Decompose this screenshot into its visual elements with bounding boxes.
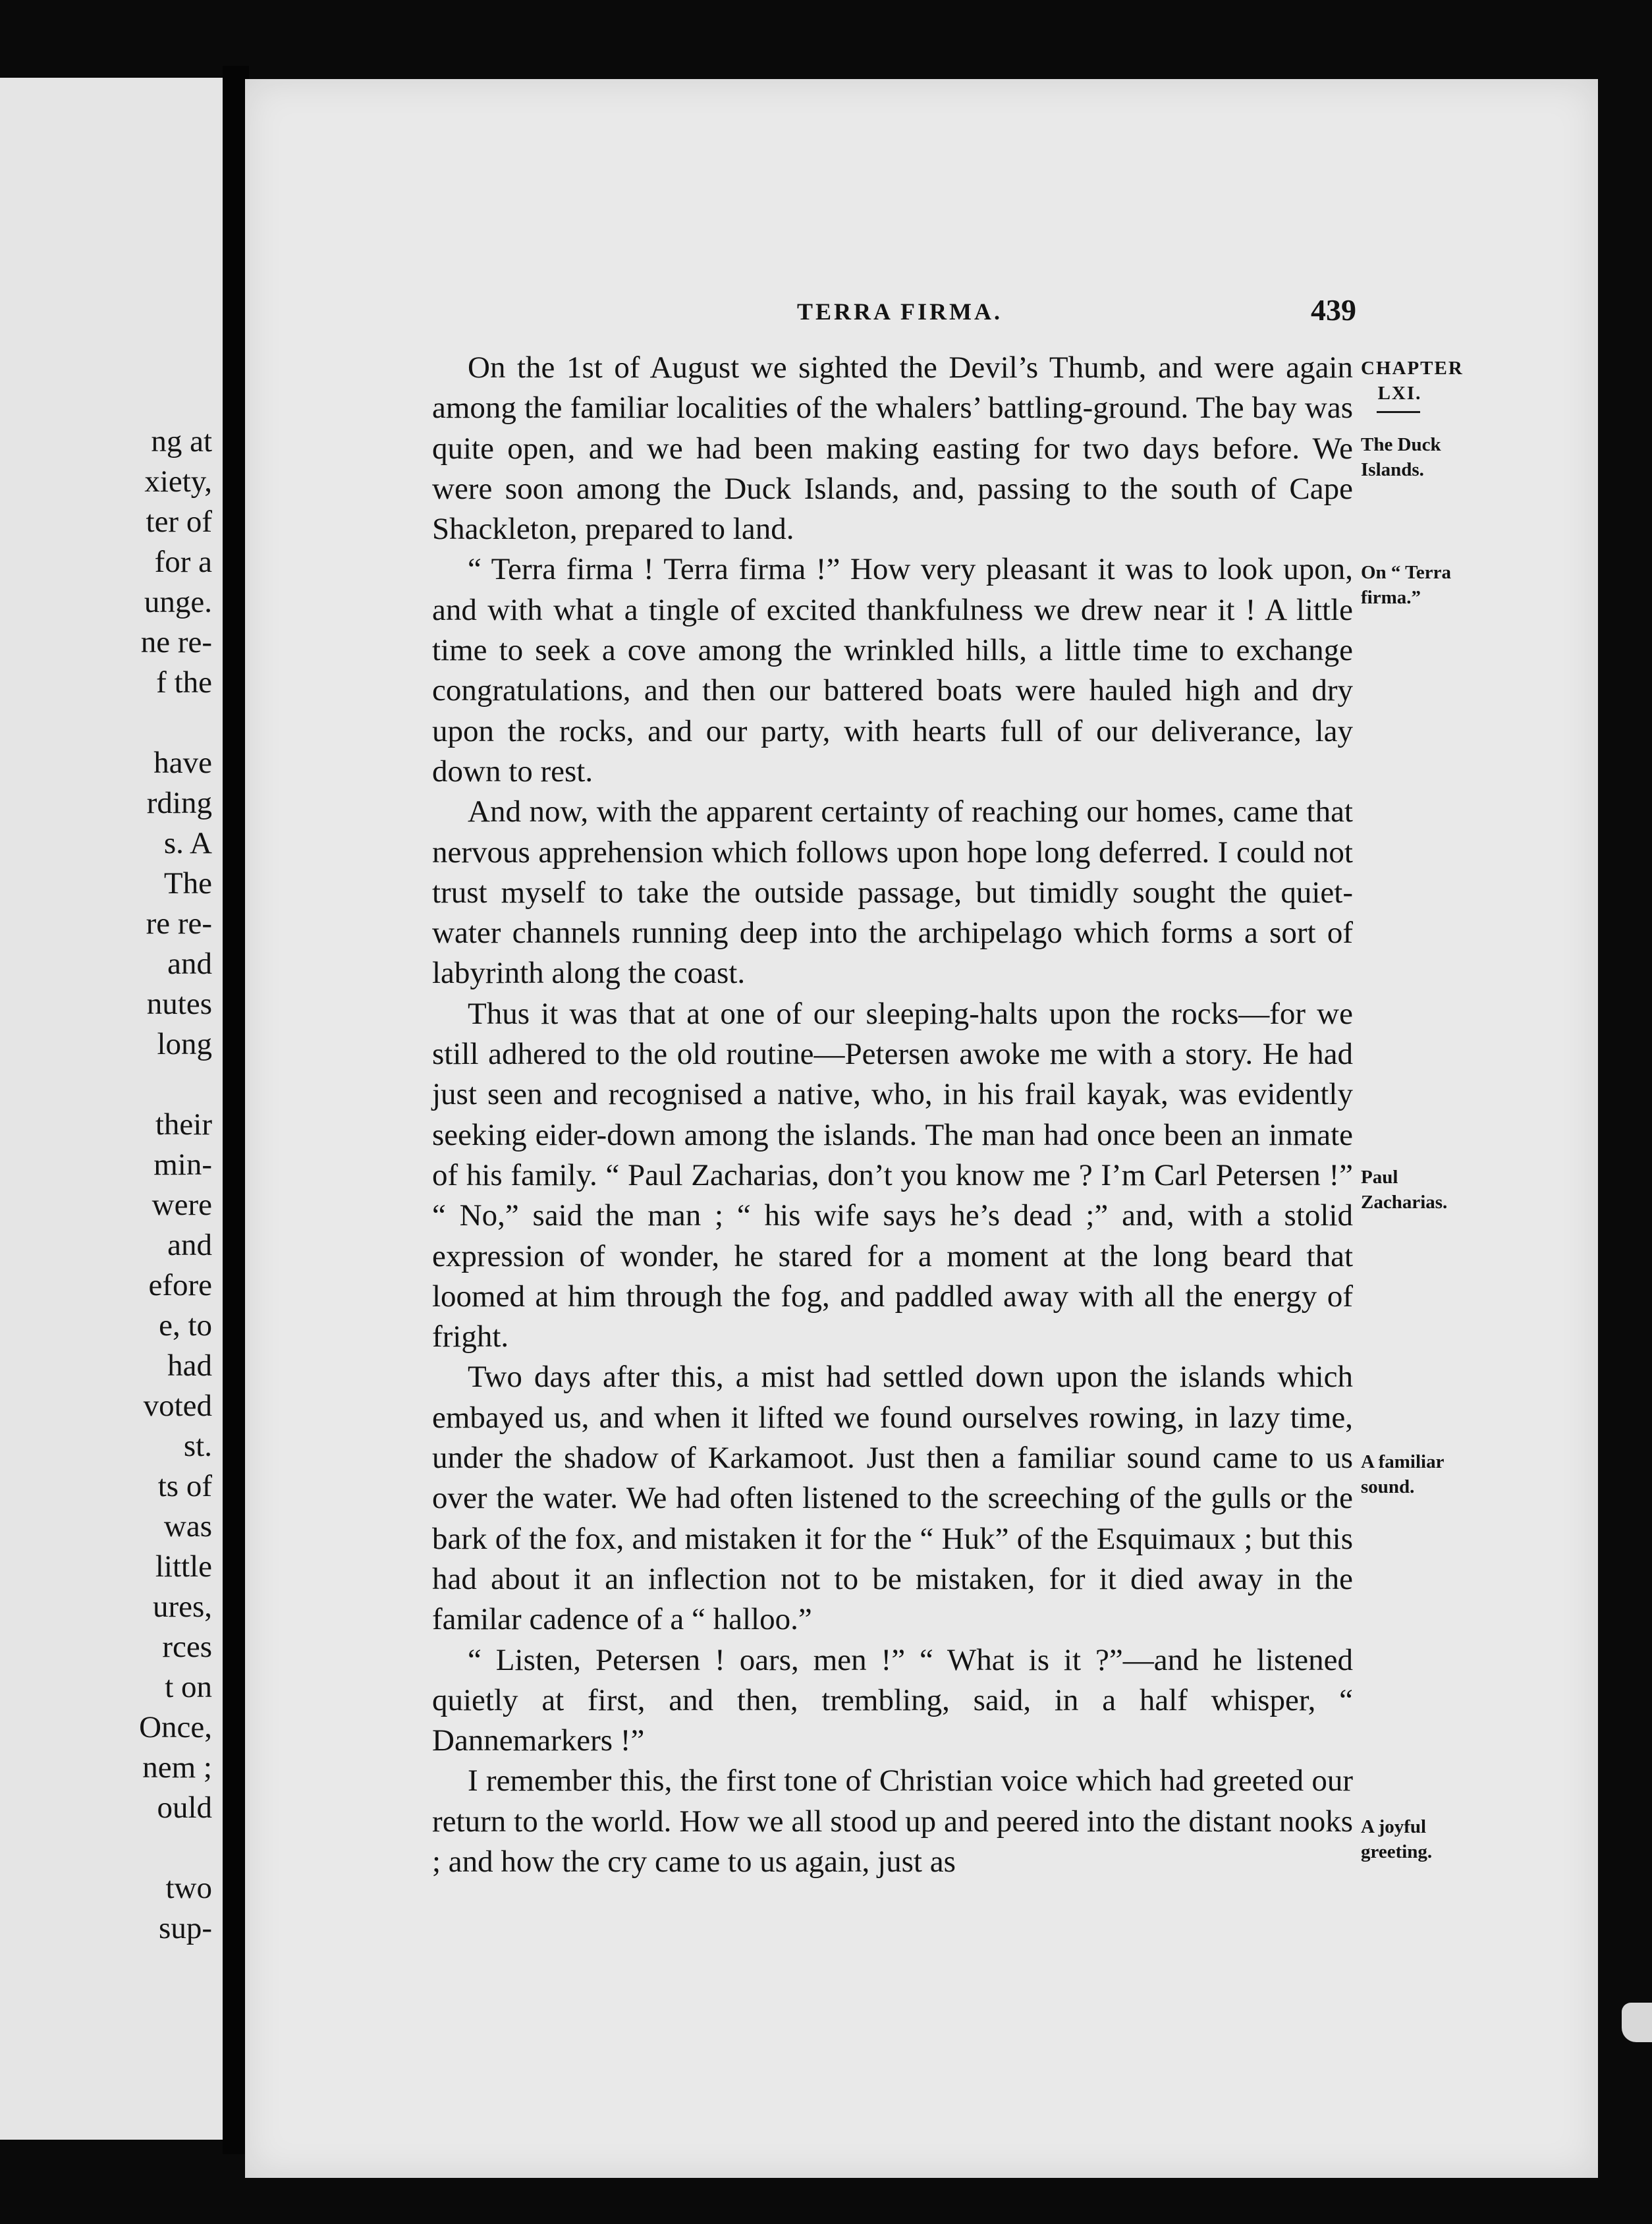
paragraph: “ Listen, Petersen ! oars, men !” “ What is it ?”—and he listened quietly at first, and then, trembling, said, in a half whisper, “ Dannemarkers !”: [432, 1642, 1353, 1758]
left-page-line: were: [151, 1188, 212, 1222]
left-page-line: Once,: [139, 1710, 212, 1744]
margin-note-duck-islands: [1361, 432, 1441, 482]
paragraph: Thus it was that at one of our sleeping-halts upon the rocks—for we still adhered to the old routine—Petersen awoke me with a story. He had just seen and recognised a native, who, in his frail kayak, was evidently seeking eider-down among the islands. The man had once been an inmate of his family. “ Paul Zacharias, don’t you know me ? I’m Carl Petersen !” “ No,” said the man ; “ his wife says he’s dead ;” and, with a stolid expression of wonder, he stared for a moment at the long beard that loomed at him through the fog, and paddled away with all the energy of fright.: [432, 996, 1353, 1354]
left-page-line: little: [155, 1549, 212, 1584]
scan-edge-blemish: [1622, 2003, 1652, 2042]
left-page-line: xiety,: [144, 464, 212, 499]
left-page-line: re re-: [146, 906, 212, 941]
margin-note-line: A familiar: [1361, 1451, 1445, 1472]
margin-note-terra-firma: [1361, 560, 1451, 610]
paragraph: And now, with the apparent certainty of reaching our homes, came that nervous apprehension which follows upon hope long deferred. I could not trust myself to take the outside passage, but timidly sought the quiet-water channels running deep into the archipelago which forms a sort of labyrinth along the coast.: [432, 794, 1353, 991]
chapter-heading-note: [1361, 356, 1464, 413]
left-page-line: s. A: [163, 826, 212, 860]
left-page-line: nem ;: [142, 1750, 212, 1785]
margin-note-line: The Duck: [1361, 434, 1441, 455]
margin-note-line: Paul: [1361, 1167, 1398, 1188]
left-page-line: rding: [146, 786, 212, 820]
margin-note-line: A joyful: [1361, 1816, 1427, 1837]
paragraph: “ Terra firma ! Terra firma !” How very pleasant it was to look upon, and with what a tingle of excited thankfulness we drew near it ! A little time to seek a cove among the wrinkled hills, a little time to exchange congratulations, and then our battered boats were hauled high and dry upon the rocks, and our party, with hearts full of our deliverance, lay down to rest.: [432, 552, 1353, 789]
left-page-line: ng at: [151, 424, 212, 459]
left-page-line: t on: [165, 1670, 212, 1704]
left-page-line: ould: [157, 1791, 212, 1825]
left-page-line: The: [163, 866, 212, 901]
chapter-word: CHAPTER: [1361, 358, 1464, 379]
left-page-line: was: [163, 1509, 212, 1543]
left-page-line: e, to: [159, 1308, 212, 1343]
paragraph: On the 1st of August we sighted the Devil’s Thumb, and were again among the familiar localities of the whalers’ battling-ground. The bay was quite open, and we had been making easting for two days before. We were soon among the Duck Islands, and, passing to the south of Cape Shackleton, prepared to land.: [432, 350, 1353, 547]
margin-note-line: Islands.: [1361, 459, 1424, 480]
left-page-line: efore: [148, 1268, 212, 1302]
left-page-line: unge.: [144, 585, 212, 619]
paragraph: Two days after this, a mist had settled down upon the islands which embayed us, and when it lifted we found ourselves rowing, in lazy time, under the shadow of Karkamoot. Just then a familiar sound came to us over the water. We had often listened to the screeching of the gulls or the bark of the fox, and mistaken it for the “ Huk” of the Esquimaux ; but this had about it an inflection not to be mistaken, for it died away in the familar cadence of a “ halloo.”: [432, 1360, 1353, 1637]
previous-page-fragment: [0, 78, 223, 2140]
margin-note-line: greeting.: [1361, 1841, 1433, 1862]
margin-note-joyful-greeting: [1361, 1814, 1432, 1864]
left-page-line: ter of: [146, 505, 212, 539]
left-page-line: had: [167, 1348, 212, 1383]
left-page-line: rces: [162, 1630, 212, 1664]
left-page-line: ures,: [152, 1590, 212, 1624]
left-page-line: f the: [156, 665, 212, 700]
chapter-number: LXI.: [1377, 383, 1422, 404]
margin-note-line: firma.”: [1361, 587, 1421, 608]
left-page-line: for a: [154, 545, 212, 579]
page-body: [432, 348, 1353, 1882]
left-page-line: long: [157, 1027, 212, 1061]
chapter-rule: [1377, 411, 1420, 413]
left-page-line: voted: [143, 1389, 212, 1423]
margin-note-familiar-sound: [1361, 1449, 1444, 1499]
left-page-line: sup-: [159, 1911, 212, 1945]
paragraph: I remember this, the first tone of Christian voice which had greeted our return to the world. How we all stood up and peered into the distant nooks ; and how the cry came to us again, just as: [432, 1764, 1353, 1879]
left-page-line: ts of: [157, 1469, 212, 1503]
left-page-line: nutes: [146, 987, 212, 1021]
margin-note-paul-zacharias: [1361, 1165, 1447, 1215]
left-page-line: min-: [153, 1148, 212, 1182]
margin-note-line: On “ Terra: [1361, 562, 1451, 583]
left-page-line: st.: [183, 1429, 212, 1463]
left-page-line: two: [165, 1871, 212, 1905]
left-page-line: and: [167, 947, 212, 981]
left-page-line: and: [167, 1228, 212, 1262]
margin-note-line: sound.: [1361, 1476, 1415, 1497]
left-page-line: have: [153, 746, 212, 780]
left-page-line: ne re-: [140, 625, 212, 659]
margin-note-line: Zacharias.: [1361, 1192, 1448, 1213]
running-head: TERRA FIRMA.: [797, 298, 1003, 325]
page-number: 439: [1311, 293, 1356, 327]
left-page-line: their: [155, 1107, 212, 1142]
